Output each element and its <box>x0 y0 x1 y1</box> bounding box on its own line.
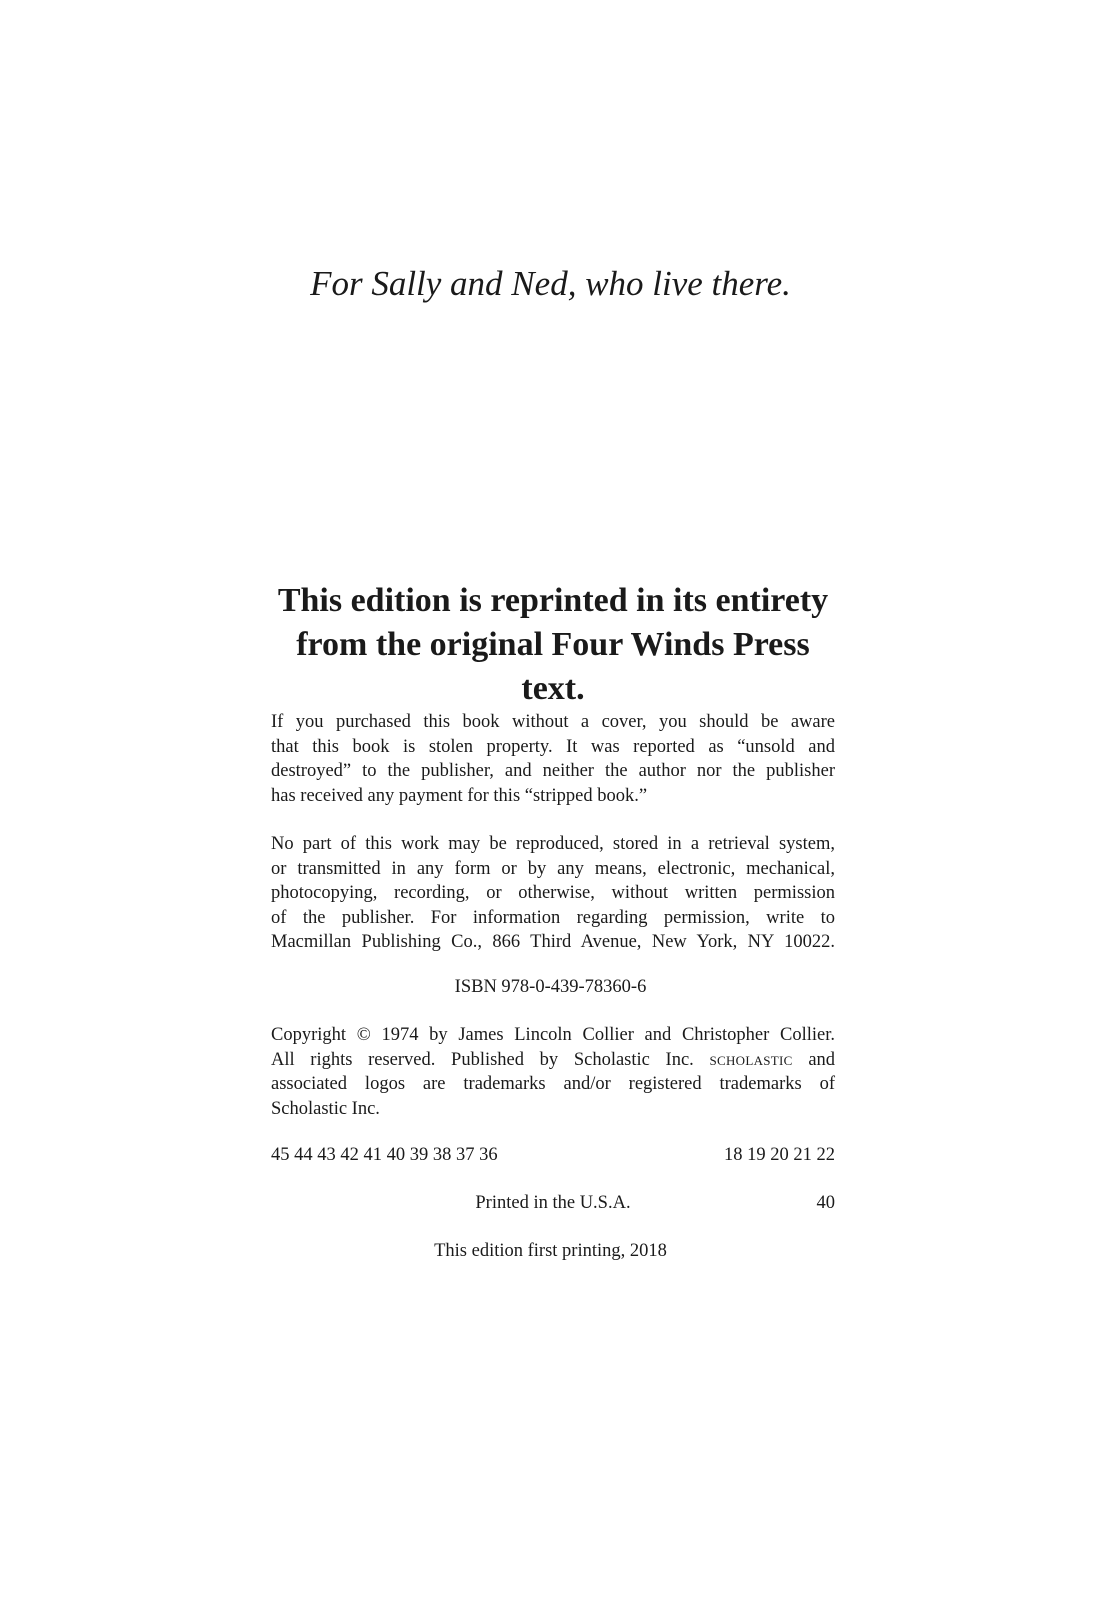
printed-in-country: Printed in the U.S.A. <box>475 1193 631 1213</box>
rights-line: photocopying, recording, or otherwise, without written permission <box>271 883 835 904</box>
scholastic-wordmark: scholastic <box>709 1049 793 1070</box>
printing-number-line <box>271 1143 835 1167</box>
copyright-line: associated logos are trademarks and/or registered trademarks of <box>271 1074 835 1095</box>
rights-notice <box>271 832 835 955</box>
notice-line: that this book is stolen property. It was reported as “unsold and <box>271 736 835 757</box>
reprint-notice <box>270 579 836 711</box>
copyright-line: Copyright © 1974 by James Lincoln Collier and Christopher Collier. <box>271 1025 835 1045</box>
dedication: For Sally and Ned, who live there. <box>310 264 791 303</box>
first-printing: This edition first printing, 2018 <box>434 1241 667 1261</box>
rights-line: or transmitted in any form or by any means, electronic, mechanical, <box>271 858 835 879</box>
notice-line: destroyed” to the publisher, and neither the author nor the publisher <box>271 761 835 782</box>
printing-numbers-left: 45 44 43 42 41 40 39 38 37 36 <box>271 1145 498 1165</box>
copyright-text: All rights reserved. Published by Scholastic Inc. <box>271 1049 694 1070</box>
stripped-book-notice <box>271 710 835 808</box>
isbn: ISBN 978-0-439-78360-6 <box>454 977 647 997</box>
notice-line: If you purchased this book without a cover, you should be aware <box>271 712 835 732</box>
printing-numbers-right: 18 19 20 21 22 <box>724 1145 835 1165</box>
rights-line: No part of this work may be reproduced, stored in a retrieval system, <box>271 834 835 854</box>
reprint-notice-line: from the original Four Winds Press text. <box>296 626 810 707</box>
notice-line: has received any payment for this “stripped book.” <box>271 785 648 806</box>
reprint-notice-line: This edition is reprinted in its entirety <box>277 582 829 619</box>
copyright-line: Scholastic Inc. <box>271 1098 380 1119</box>
rights-line: Macmillan Publishing Co., 866 Third Avenue, New York, NY 10022. <box>271 932 835 953</box>
printed-in-number: 40 <box>816 1193 835 1213</box>
copyright-notice <box>271 1023 835 1121</box>
copyright-line <box>271 1048 835 1073</box>
printed-in-line <box>271 1191 835 1215</box>
copyright-text: and <box>808 1049 836 1070</box>
rights-line: of the publisher. For information regarding permission, write to <box>271 907 835 928</box>
